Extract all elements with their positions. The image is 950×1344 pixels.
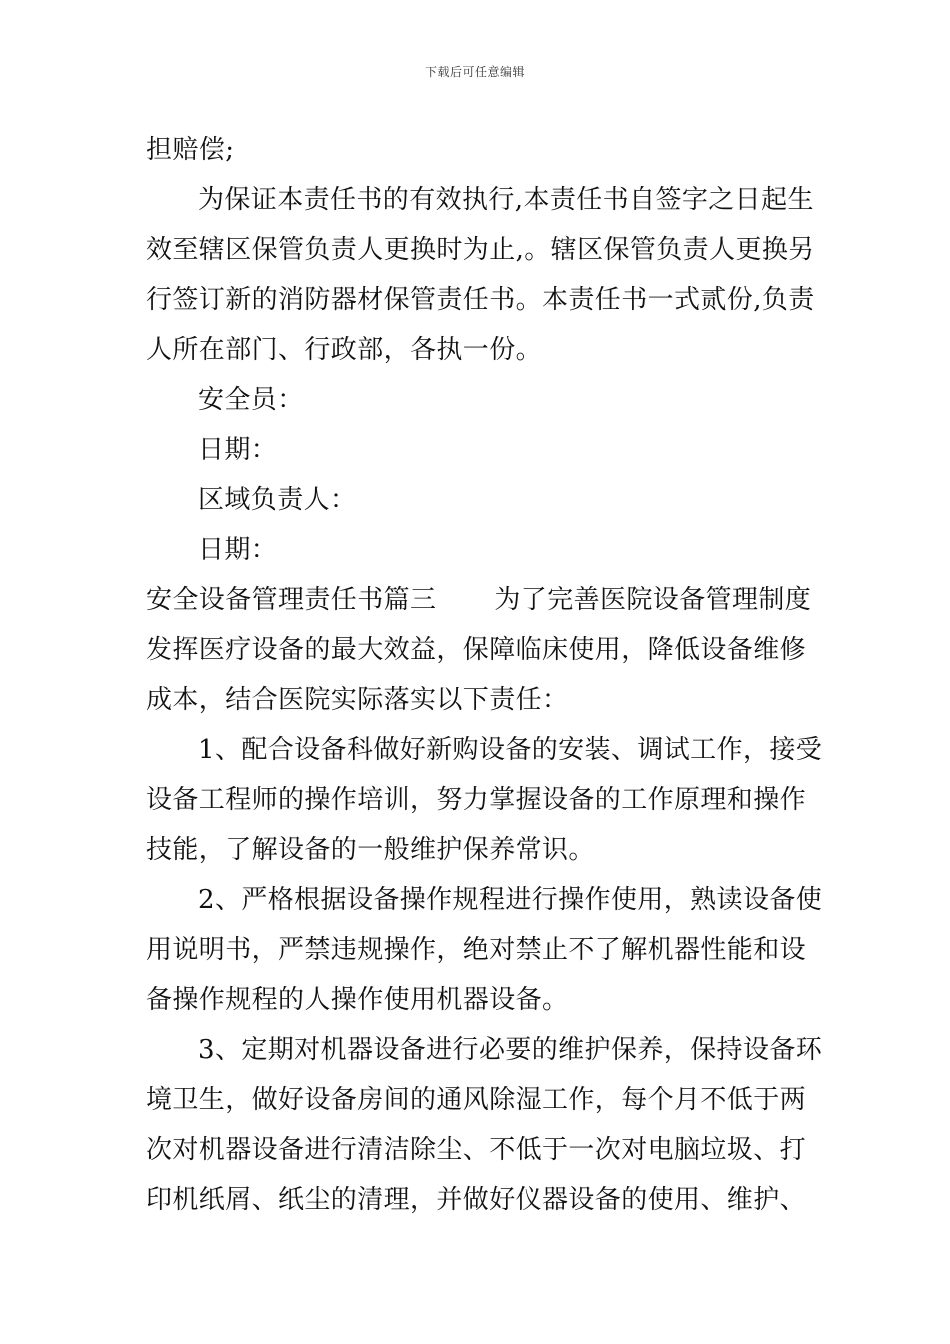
- page-header: 下载后可任意编辑: [424, 65, 525, 79]
- text-line: 技能，了解设备的一般维护保养常识。: [146, 835, 595, 865]
- text-line: 成本，结合医院实际落实以下责任：: [146, 685, 569, 715]
- signature-label-date: 日期：: [198, 435, 278, 465]
- text-line: 效至辖区保管负责人更换时为止,。辖区保管负责人更换另: [146, 235, 815, 265]
- section-title-line: [146, 584, 811, 616]
- signature-label-area-manager: 区域负责人：: [198, 485, 357, 515]
- section-title: 安全设备管理责任书篇三: [146, 585, 437, 615]
- text-line: 为保证本责任书的有效执行,本责任书自签字之日起生: [198, 185, 814, 215]
- text-line: 境卫生，做好设备房间的通风除湿工作，每个月不低于两: [146, 1085, 807, 1115]
- list-item-1: 1、配合设备科做好新购设备的安装、调试工作，接受: [198, 735, 823, 765]
- text-line: 发挥医疗设备的最大效益，保障临床使用，降低设备维修: [146, 635, 807, 665]
- text-line: 设备工程师的操作培训，努力掌握设备的工作原理和操作: [146, 785, 807, 815]
- text-line: 印机纸屑、纸尘的清理，并做好仪器设备的使用、维护、: [146, 1185, 807, 1215]
- list-item-3: 3、定期对机器设备进行必要的维护保养，保持设备环: [198, 1035, 823, 1065]
- text-line: 次对机器设备进行清洁除尘、不低于一次对电脑垃圾、打: [146, 1135, 807, 1165]
- signature-label-date: 日期：: [198, 535, 278, 565]
- signature-label-safety-officer: 安全员：: [198, 385, 304, 415]
- text-line: 行签订新的消防器材保管责任书。本责任书一式贰份,负责: [146, 285, 815, 315]
- text-line: 为了完善医院设备管理制度: [494, 585, 812, 615]
- text-line: 人所在部门、行政部，各执一份。: [146, 335, 543, 365]
- text-line: 用说明书，严禁违规操作，绝对禁止不了解机器性能和设: [146, 935, 807, 965]
- list-item-2: 2、严格根据设备操作规程进行操作使用，熟读设备使: [198, 885, 823, 915]
- text-line: 担赔偿;: [146, 135, 235, 165]
- text-line: 备操作规程的人操作使用机器设备。: [146, 985, 569, 1015]
